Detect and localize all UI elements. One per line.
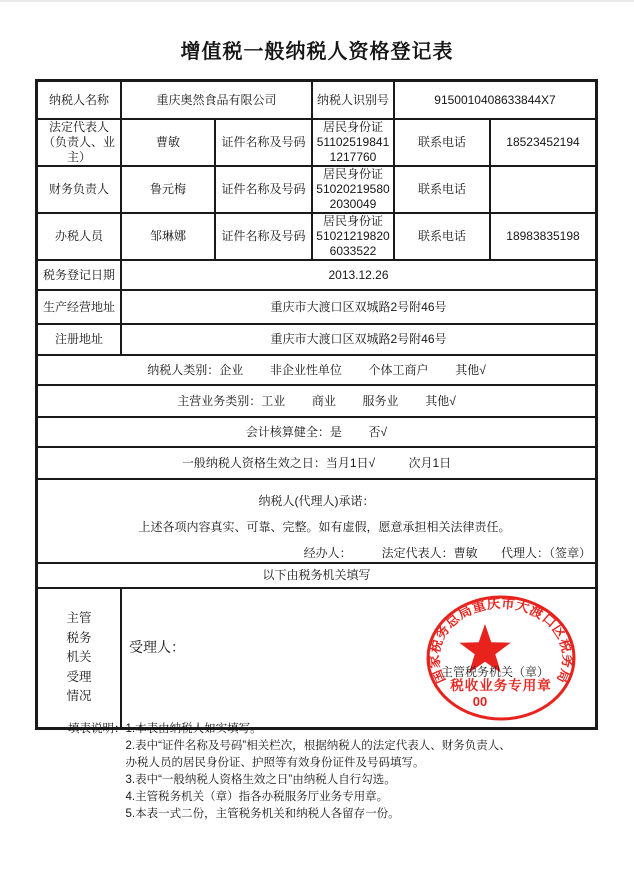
tax-office-fill-row [38, 564, 595, 587]
promise-signature-line: 经办人： 法定代表人：曹敏 代理人：（签章） [303, 546, 591, 560]
taxpayer-row [38, 82, 595, 118]
cert-number: 510212198206033522 [316, 229, 390, 258]
phone-value: 18983835198 [491, 214, 595, 259]
legal-representative-row [38, 120, 595, 165]
notes-label: 填表说明： [68, 723, 126, 735]
main-business-row [38, 386, 595, 416]
accounting-row [38, 418, 595, 446]
note-line: 1.本表由纳税人如实填写。 [125, 723, 262, 735]
cert-type: 居民身份证 [322, 214, 383, 228]
v-label-line: 机关 [66, 650, 92, 665]
finance-officer-row [38, 167, 595, 212]
tax-clerk-row [38, 214, 595, 259]
business-address-label: 生产经营地址 [38, 291, 120, 323]
person-name: 曹敏 [122, 120, 214, 165]
role-label: 法定代表人（负责人、业主） [38, 120, 120, 165]
person-name: 鲁元梅 [122, 167, 214, 212]
note-line: 办税人员的居民身份证、护照等有效身份证件及号码填写。 [125, 757, 425, 769]
v-label-line: 税务 [66, 630, 92, 645]
acceptance-row [38, 589, 595, 727]
promise-row [38, 480, 595, 562]
registration-date-label: 税务登记日期 [38, 261, 120, 289]
registration-table [35, 79, 598, 730]
cert-label: 证件名称及号码 [216, 167, 311, 212]
phone-label: 联系电话 [395, 167, 489, 212]
promise-title: 纳税人(代理人)承诺： [258, 494, 375, 508]
cert-label: 证件名称及号码 [216, 214, 311, 259]
accounting-line: 会计核算健全：是 否√ [38, 418, 595, 446]
person-name: 邹琳娜 [122, 214, 214, 259]
acceptor-label: 受理人： [129, 639, 185, 655]
taxpayer-id-label: 纳税人识别号 [313, 82, 393, 118]
registration-date-value: 2013.12.26 [122, 261, 595, 289]
registered-address-label: 注册地址 [38, 325, 120, 354]
promise-body: 上述各项内容真实、可靠、完整。如有虚假，愿意承担相关法律责任。 [138, 520, 511, 534]
phone-value [491, 167, 595, 212]
cert-value [313, 167, 393, 212]
cert-value [313, 214, 393, 259]
tax-office-fill-label: 以下由税务机关填写 [38, 564, 595, 587]
taxpayer-name-value: 重庆奥然食品有限公司 [122, 82, 311, 118]
note-line: 5.本表一式二份，主管税务机关和纳税人各留存一份。 [125, 808, 400, 820]
stamp-seal-text: 税收业务专用章 [450, 678, 552, 693]
business-address-value: 重庆市大渡口区双城路2号附46号 [122, 291, 595, 323]
taxpayer-name-label: 纳税人名称 [38, 82, 120, 118]
role-label: 办税人员 [38, 214, 120, 259]
business-address-row [38, 291, 595, 323]
role-label: 财务负责人 [38, 167, 120, 212]
registration-date-row [38, 261, 595, 289]
taxpayer-category-row [38, 356, 595, 384]
effective-date-line: 一般纳税人资格生效之日：当月1日√ 次月1日 [38, 448, 595, 478]
cert-number: 510202195802030049 [316, 182, 390, 211]
effective-date-row [38, 448, 595, 478]
note-line: 4.主管税务机关（章）指各办税服务厅业务专用章。 [125, 791, 389, 803]
cert-label: 证件名称及号码 [216, 120, 311, 165]
tax-bureau-stamp [425, 594, 577, 722]
registered-address-value: 重庆市大渡口区双城路2号附46号 [122, 325, 595, 354]
cert-value [313, 120, 393, 165]
taxpayer-category-line: 纳税人类别：企业 非企业性单位 个体工商户 其他√ [38, 356, 595, 384]
form-notes [68, 721, 511, 823]
main-business-line: 主营业务类别：工业 商业 服务业 其他√ [38, 386, 595, 416]
phone-value: 18523452194 [491, 120, 595, 165]
cert-type: 居民身份证 [322, 167, 383, 181]
stamp-seal-number: 00 [472, 694, 488, 709]
note-line: 3.表中“一般纳税人资格生效之日”由纳税人自行勾选。 [125, 774, 396, 786]
acceptance-vertical-label [38, 589, 120, 727]
taxpayer-id-value: 9150010408633844X7 [395, 82, 595, 118]
cert-number: 511025198411217760 [316, 135, 390, 164]
authority-seal-label: 主管税务机关（章） [441, 665, 550, 679]
page-title: 增值税一般纳税人资格登记表 [180, 41, 454, 63]
v-label-line: 主管 [66, 610, 92, 625]
v-label-line: 受理 [66, 669, 92, 684]
v-label-line: 情况 [66, 689, 92, 704]
note-line: 2.表中“证件名称及号码”相关栏次，根据纳税人的法定代表人、财务负责人、 [125, 740, 511, 752]
phone-label: 联系电话 [395, 214, 489, 259]
acceptance-cell [122, 589, 595, 727]
registered-address-row [38, 325, 595, 354]
cert-type: 居民身份证 [322, 120, 383, 134]
phone-label: 联系电话 [395, 120, 489, 165]
stamp-ring-text: 国家税务总局重庆市大渡口区税务局 [426, 595, 576, 686]
